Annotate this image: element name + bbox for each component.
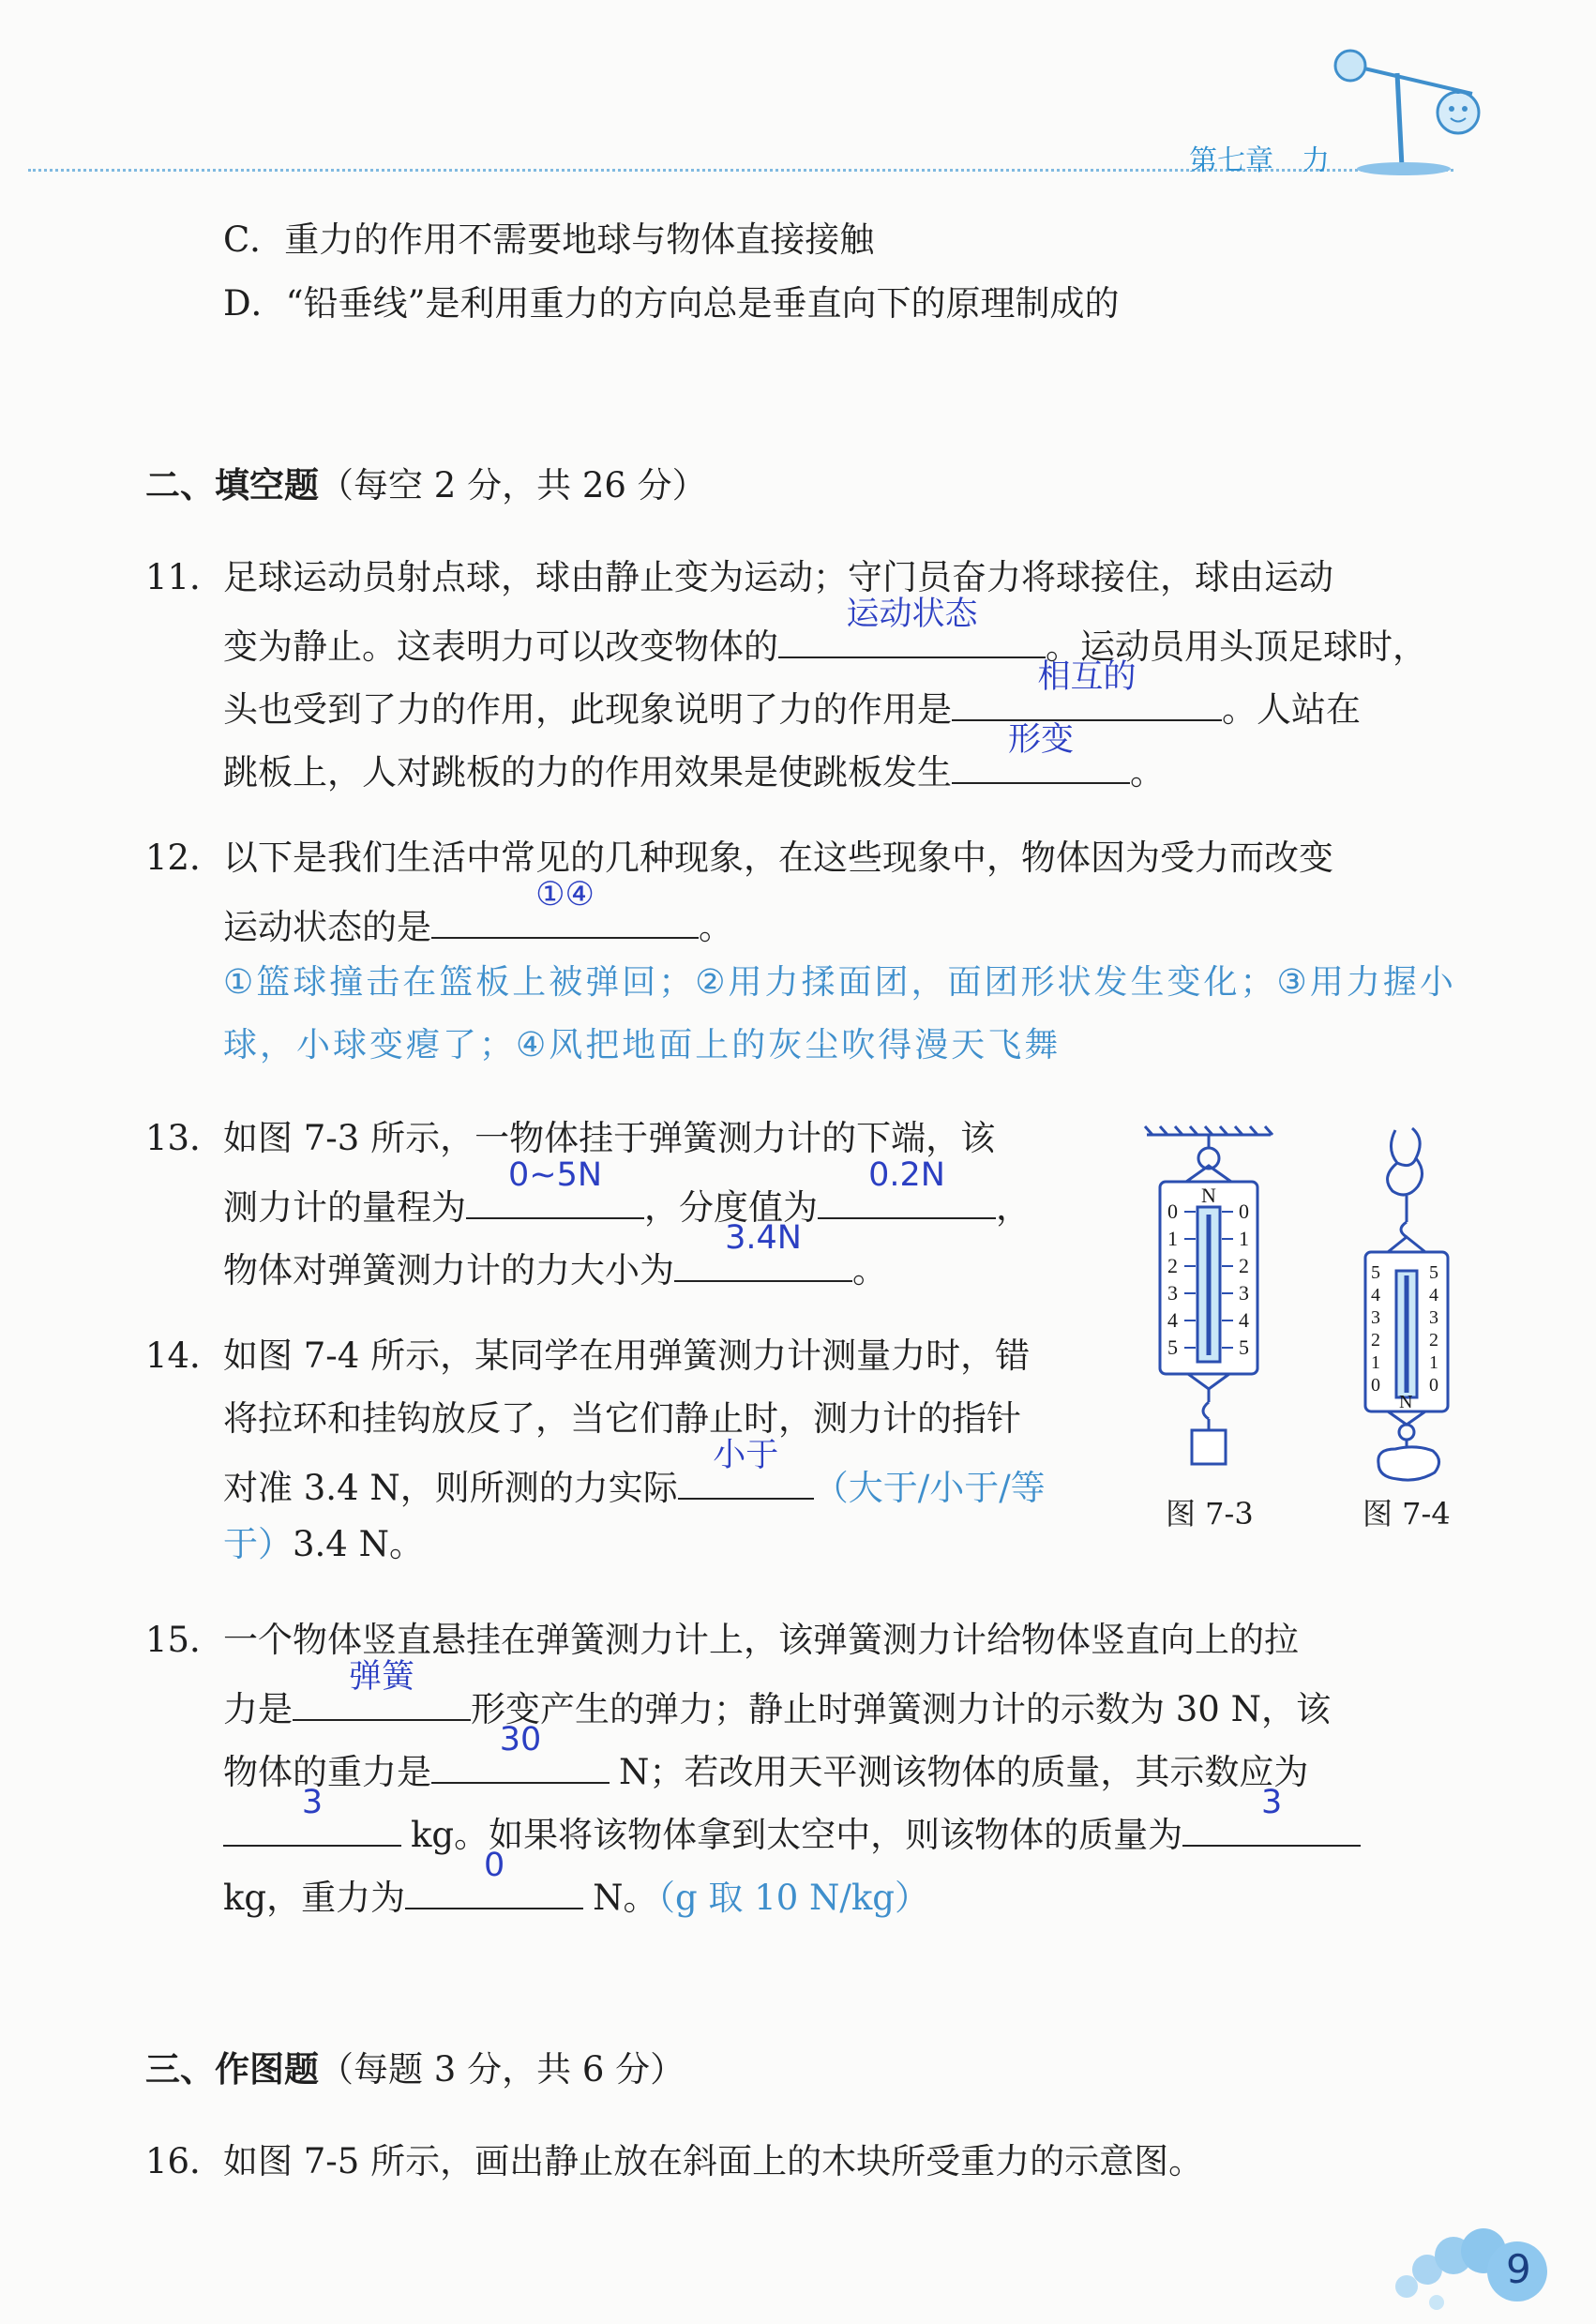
scale-number: 0	[1167, 1200, 1178, 1223]
answer: 形变	[1007, 721, 1074, 759]
question-number: 13．	[145, 1118, 225, 1158]
answer: 3	[1260, 1784, 1283, 1821]
scale-number: 1	[1371, 1352, 1380, 1373]
scale-number: 1	[1429, 1352, 1438, 1373]
answer: 运动状态	[846, 596, 978, 633]
q11-line2	[223, 596, 1427, 667]
scale-number: 4	[1239, 1308, 1249, 1332]
q16-line1: 如图 7-5 所示，画出静止放在斜面上的木块所受重力的示意图。	[223, 2141, 1204, 2181]
scale-number: 3	[1371, 1307, 1380, 1328]
options-hint: 于）	[223, 1524, 293, 1564]
scale-number: 4	[1167, 1308, 1178, 1332]
question-number: 14．	[145, 1336, 225, 1376]
section-title: 二、填空题	[145, 465, 319, 506]
scale-number: 1	[1239, 1227, 1249, 1250]
scale-number: 0	[1239, 1200, 1249, 1223]
answer-blank	[405, 1847, 583, 1909]
scale-number: 5	[1167, 1336, 1178, 1359]
q12-note-line2: 球，小球变瘪了；④风把地面上的灰尘吹得漫天飞舞	[223, 1026, 1061, 1064]
answer: 0.2N	[868, 1156, 945, 1194]
text: N；若改用天平测该物体的质量，其示数应为	[619, 1752, 1309, 1792]
scale-number: 5	[1239, 1336, 1249, 1359]
option-c: C．重力的作用不需要地球与物体直接接触	[223, 219, 875, 260]
scale-number: 2	[1167, 1254, 1178, 1277]
scale-number: 3	[1239, 1281, 1249, 1305]
q11-line3	[223, 658, 1361, 730]
text: 物体对弹簧测力计的力大小为	[223, 1250, 674, 1290]
answer-blank	[818, 1156, 996, 1219]
q14-line3	[223, 1437, 1046, 1508]
q14-line1: 如图 7-4 所示，某同学在用弹簧测力计测量力时，错	[223, 1336, 1031, 1376]
answer-blank	[431, 1721, 610, 1784]
scale-number: 0	[1429, 1375, 1438, 1396]
text: ，分度值为	[644, 1187, 818, 1228]
scale-unit: N	[1201, 1184, 1216, 1207]
balance-scale-icon	[1317, 36, 1486, 176]
chapter-title: 第七章 力	[1189, 144, 1330, 177]
answer-blank	[678, 1437, 814, 1500]
answer-blank	[431, 876, 699, 939]
q13-line2	[223, 1156, 1031, 1228]
question-number: 16．	[145, 2141, 225, 2181]
text: 测力计的量程为	[223, 1187, 466, 1228]
scale-number: 4	[1429, 1285, 1438, 1305]
section-scoring: （每题 3 分，共 6 分）	[319, 2049, 685, 2090]
figure-7-3-spring-scale	[1139, 1121, 1280, 1486]
answer: 0~5N	[507, 1156, 603, 1194]
text: 。运动员用头顶足球时，	[1046, 626, 1427, 667]
text: 。	[1130, 752, 1165, 792]
answer-blank	[778, 596, 1046, 658]
option-d: D．“铅垂线”是利用重力的方向总是垂直向下的原理制成的	[223, 283, 1120, 324]
question-number: 12．	[145, 838, 225, 878]
text: ，	[996, 1187, 1031, 1228]
scale-unit: N	[1399, 1392, 1413, 1412]
text: 3.4 N。	[293, 1524, 424, 1564]
q15-line4	[223, 1784, 1361, 1855]
answer: 3	[301, 1784, 324, 1821]
answer: 3.4N	[725, 1219, 802, 1257]
text: 对准 3.4 N，则所测的力实际	[223, 1468, 678, 1508]
answer-blank	[952, 658, 1222, 721]
answer: 30	[499, 1721, 542, 1758]
given-value-hint: （g 取 10 N/kg）	[657, 1878, 929, 1918]
scale-number: 5	[1371, 1262, 1380, 1283]
text: 。	[852, 1250, 887, 1290]
answer: 0	[483, 1847, 505, 1884]
q12-line1: 以下是我们生活中常见的几种现象，在这些现象中，物体因为受力而改变	[223, 838, 1333, 878]
answer-blank	[952, 721, 1130, 784]
q13-line1: 如图 7-3 所示，一物体挂于弹簧测力计的下端，该	[223, 1118, 996, 1158]
page-number: 9	[1506, 2246, 1531, 2292]
question-number: 15．	[145, 1620, 225, 1660]
scale-number: 4	[1371, 1285, 1380, 1305]
text: kg，重力为	[223, 1878, 406, 1918]
q15-line2	[223, 1658, 1331, 1729]
scale-number: 1	[1167, 1227, 1178, 1250]
text: 力是	[223, 1689, 293, 1729]
scale-number: 2	[1429, 1330, 1438, 1351]
text: 头也受到了力的作用，此现象说明了力的作用是	[223, 689, 952, 730]
scale-number: 3	[1167, 1281, 1178, 1305]
q12-line2	[223, 876, 733, 947]
q11-line4	[223, 721, 1165, 792]
answer: 相互的	[1037, 658, 1137, 696]
q11-line1: 足球运动员射点球，球由静止变为运动；守门员奋力将球接住，球由运动	[223, 557, 1333, 597]
q15-line3	[223, 1721, 1309, 1792]
q14-line4	[223, 1524, 424, 1564]
answer: 弹簧	[348, 1658, 414, 1696]
text: N。	[593, 1878, 658, 1918]
text: 。人站在	[1222, 689, 1361, 730]
text: 。	[699, 907, 733, 947]
section-scoring: （每空 2 分，共 26 分）	[319, 465, 707, 506]
answer: ①④	[535, 876, 595, 913]
text: 形变产生的弹力；静止时弹簧测力计的示数为 30 N，该	[471, 1689, 1331, 1729]
section-fill-in-title	[145, 465, 707, 506]
scale-number: 2	[1239, 1254, 1249, 1277]
answer-blank	[223, 1784, 401, 1847]
text: 跳板上，人对跳板的力的作用效果是使跳板发生	[223, 752, 952, 792]
answer-blank	[466, 1156, 644, 1219]
text: 变为静止。这表明力可以改变物体的	[223, 626, 778, 667]
q12-note-line1: ①篮球撞击在篮板上被弹回；②用力揉面团，面团形状发生变化；③用力握小	[223, 963, 1456, 1002]
q13-line3	[223, 1219, 887, 1290]
scale-number: 3	[1429, 1307, 1438, 1328]
scale-number: 0	[1371, 1375, 1380, 1396]
answer-blank	[674, 1219, 852, 1282]
answer: 小于	[713, 1437, 779, 1474]
figure-7-3-caption: 图 7-3	[1166, 1496, 1254, 1532]
text: kg。如果将该物体拿到太空中，则该物体的质量为	[411, 1815, 1183, 1855]
section-drawing-title	[145, 2049, 685, 2090]
q15-line5	[223, 1847, 929, 1918]
bubbles-decoration-icon	[1378, 2213, 1566, 2316]
q15-line1: 一个物体竖直悬挂在弹簧测力计上，该弹簧测力计给物体竖直向上的拉	[223, 1620, 1299, 1660]
figure-7-4-caption: 图 7-4	[1363, 1496, 1451, 1532]
options-hint: （大于/小于/等	[813, 1468, 1046, 1508]
question-number: 11．	[145, 557, 225, 597]
text: 运动状态的是	[223, 907, 431, 947]
answer-blank	[1182, 1784, 1361, 1847]
answer-blank	[293, 1658, 471, 1721]
scale-number: 5	[1429, 1262, 1438, 1283]
section-title: 三、作图题	[145, 2049, 319, 2090]
q14-line2: 将拉环和挂钩放反了，当它们静止时，测力计的指针	[223, 1398, 1021, 1439]
text: 物体的重力是	[223, 1752, 431, 1792]
figure-7-4-spring-scale	[1341, 1121, 1472, 1486]
scale-number: 2	[1371, 1330, 1380, 1351]
